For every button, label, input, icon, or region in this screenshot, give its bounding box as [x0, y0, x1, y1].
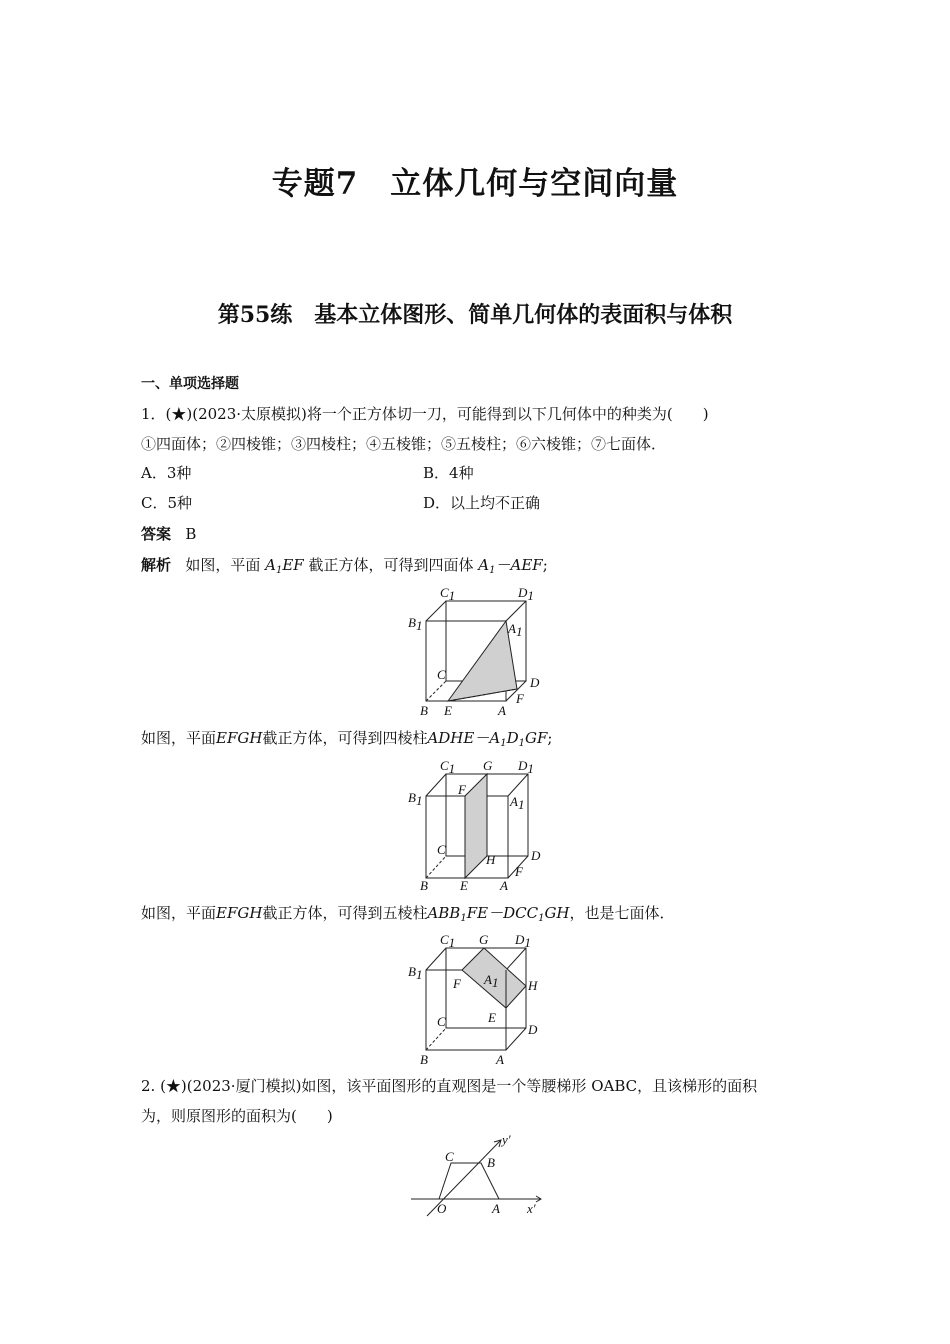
label-f: F [515, 864, 523, 879]
answer-label: 答案 [141, 525, 172, 543]
label-e: E [444, 703, 452, 718]
label-f: F [453, 976, 461, 991]
analysis3-solid: $ABB_1FE-DCC_1GH$ [427, 904, 570, 924]
figure-cube-tetrahedron [400, 585, 560, 720]
q2-stem-line1: 2. (★)(2023·厦门模拟)如图，该平面图形的直观图是一个等腰梯形 OABC，且该梯形的面积 [141, 1077, 758, 1095]
label-d: D [531, 848, 541, 863]
label-b: B [420, 1052, 428, 1067]
part-heading: 一、单项选择题 [141, 376, 239, 392]
label-a: A [496, 1052, 504, 1067]
label-a1: A1 [508, 621, 523, 639]
label-a1: A1 [510, 794, 525, 812]
q1-option-d: D．以上均不正确 [423, 494, 541, 512]
label-b: B [487, 1155, 495, 1170]
figure-cube-pentagonal-prism [400, 930, 560, 1068]
label-f: F [516, 691, 524, 706]
label-d1: D1 [515, 932, 531, 950]
label-c: C [437, 1014, 446, 1029]
q1-analysis-line3: 如图，平面EFGH截正方体，可得到五棱柱$ABB_1FE-DCC_1GH$，也是七面体． [141, 904, 675, 924]
q1-option-a: A．3种 [141, 464, 192, 482]
label-f-top: F [458, 782, 466, 797]
label-e: E [488, 1010, 496, 1025]
q1-list: ①四面体；②四棱锥；③四棱柱；④五棱锥；⑤五棱柱；⑥六棱锥；⑦七面体． [141, 435, 667, 453]
label-a: A [500, 878, 508, 893]
label-d1: D1 [518, 585, 534, 603]
answer-value: B [185, 525, 197, 543]
label-b1: B1 [408, 615, 423, 633]
label-a: A [498, 703, 506, 718]
chapter-title: 专题7 立体几何与空间向量 [271, 166, 679, 202]
analysis1-text: 如图，平面 [185, 556, 261, 574]
label-c1: C1 [440, 585, 456, 603]
label-c1: C1 [440, 758, 456, 776]
analysis-label: 解析 [141, 556, 172, 574]
q1-analysis-line2: 如图，平面EFGH截正方体，可得到四棱柱$ADHE-A_1D_1GF$; [141, 729, 553, 749]
analysis1-solid: $A_1-AEF$ [478, 556, 543, 576]
label-c: C [445, 1149, 454, 1164]
label-g: G [479, 932, 489, 947]
q1-stem: 1．(★)(2023·太原模拟)将一个正方体切一刀，可能得到以下几何体中的种类为( ) [141, 405, 709, 423]
q1-option-b: B．4种 [423, 464, 474, 482]
label-c: C [437, 842, 446, 857]
label-c1: C1 [440, 932, 456, 950]
label-h: H [486, 852, 496, 867]
label-a: A [492, 1201, 500, 1216]
label-o: O [437, 1201, 447, 1216]
label-b1: B1 [408, 964, 423, 982]
q1-answer [141, 524, 196, 544]
analysis1-mid: 截正方体，可得到四面体 [308, 556, 474, 574]
analysis2-plane: EFGH [216, 729, 263, 747]
label-b: B [420, 878, 428, 893]
label-e: E [460, 878, 468, 893]
q2-stem-line2: 为，则原图形的面积为( ) [141, 1107, 333, 1125]
label-x-axis: x′ [527, 1201, 536, 1216]
figure-cube-prism [400, 756, 560, 894]
label-b: B [420, 703, 428, 718]
label-d1: D1 [518, 758, 534, 776]
label-g: G [483, 758, 493, 773]
label-h: H [528, 978, 538, 993]
q1-option-c: C．5种 [141, 494, 193, 512]
analysis2-solid: $ADHE-A_1D_1GF$ [427, 729, 548, 749]
label-y-axis: y′ [502, 1132, 511, 1147]
analysis3-plane: EFGH [216, 904, 263, 922]
section-title: 第55练 基本立体图形、简单几何体的表面积与体积 [217, 302, 733, 328]
label-c: C [437, 667, 446, 682]
label-b1: B1 [408, 790, 423, 808]
label-d: D [530, 675, 540, 690]
label-a1: A1 [484, 972, 499, 990]
figure-trapezoid [405, 1130, 550, 1220]
label-d: D [528, 1022, 538, 1037]
analysis1-plane: $A_1EF$ [265, 556, 304, 576]
q1-analysis-line1: 解析 如图，平面 $A_1EF$ 截正方体，可得到四面体 $A_1-AEF$; [141, 556, 548, 576]
